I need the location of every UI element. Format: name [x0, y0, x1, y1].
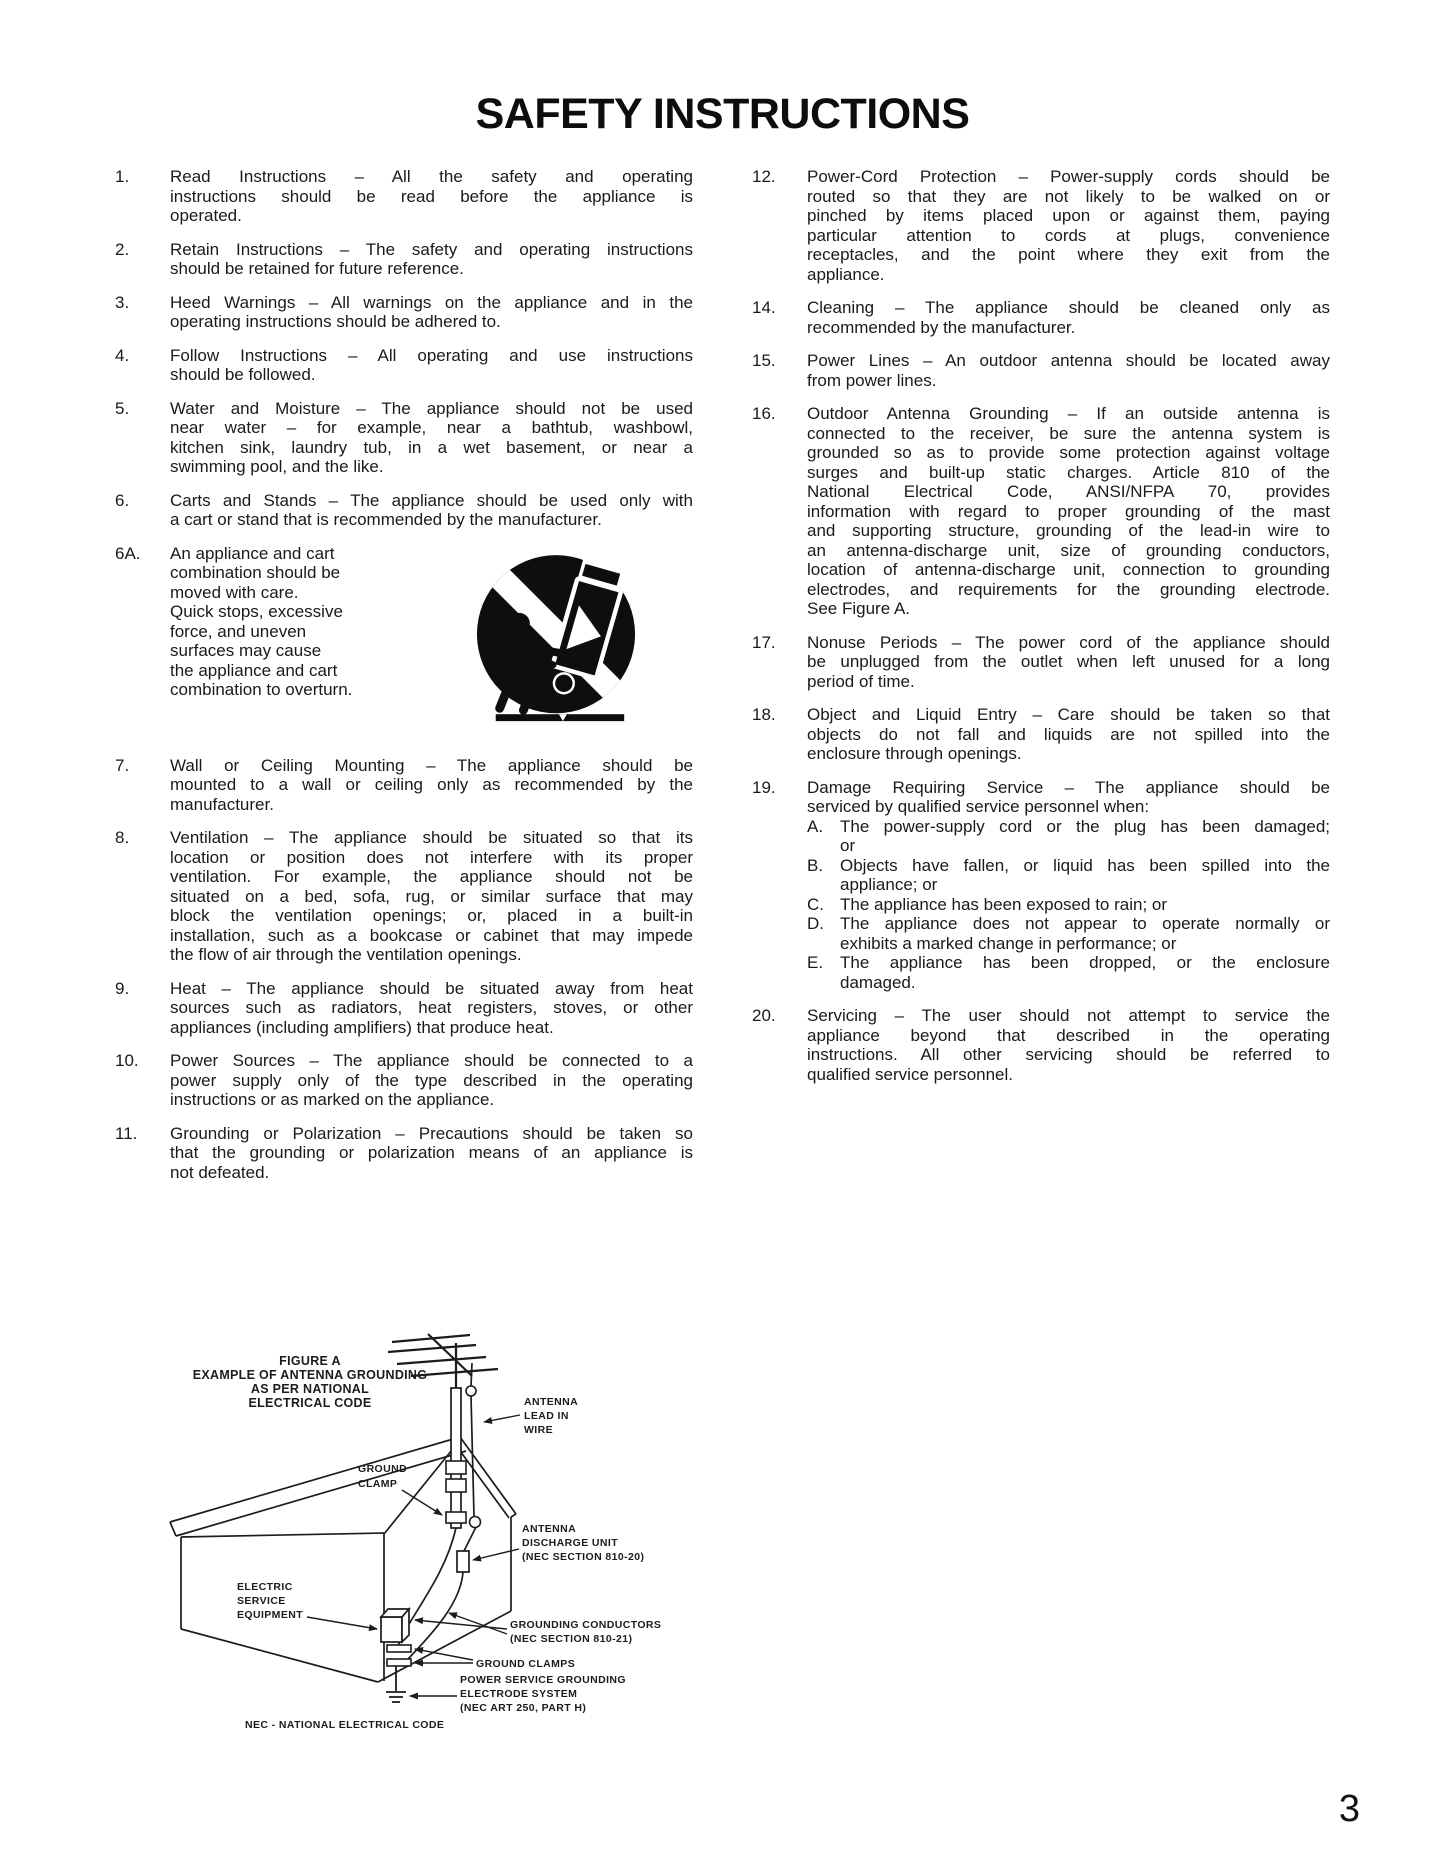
instruction-line: Carts and Stands – The appliance should be used only with	[170, 490, 693, 510]
instruction-line: See Figure A.	[807, 599, 911, 619]
ground-electrode-symbol	[386, 1666, 406, 1702]
mast-ground-clamps	[446, 1461, 466, 1523]
instruction-item	[115, 1124, 693, 1183]
instruction-line: a cart or stand that is recommended by the manufacturer.	[170, 510, 602, 530]
instruction-text	[807, 778, 1330, 993]
instruction-item	[115, 1051, 693, 1110]
instruction-line: situated on a bed, sofa, rug, or similar surface that may	[170, 886, 693, 906]
instruction-line: near water – for example, near a bathtub, washbowl,	[170, 418, 693, 438]
sub-item-text	[840, 895, 1330, 915]
instruction-text	[170, 293, 693, 332]
instruction-line: Outdoor Antenna Grounding – If an outside antenna is	[807, 404, 1330, 424]
instruction-columns	[0, 167, 1445, 1196]
figure-label-electric-service-equipment	[237, 1581, 303, 1621]
instruction-line: and supporting structure, grounding of the lead-in wire to	[807, 521, 1330, 541]
instruction-text	[807, 633, 1330, 692]
svg-text:GROUNDING CONDUCTORS: GROUNDING CONDUCTORS	[510, 1619, 662, 1631]
instruction-text	[807, 404, 1330, 619]
instruction-line: period of time.	[807, 671, 915, 691]
instruction-text	[170, 828, 693, 965]
instruction-line: operated.	[170, 206, 242, 226]
instruction-line: damaged.	[840, 972, 916, 992]
instruction-line: connected to the receiver, be sure the antenna system is	[807, 423, 1330, 443]
instruction-item	[752, 633, 1330, 692]
instruction-text	[170, 1051, 693, 1110]
svg-text:EQUIPMENT: EQUIPMENT	[237, 1609, 304, 1621]
instruction-line: combination should be	[170, 563, 341, 583]
instruction-line: routed so that they are not likely to be walked on or	[807, 186, 1330, 206]
cart-icon-container	[472, 552, 640, 742]
sub-item-text	[840, 953, 1330, 992]
instruction-line: National Electrical Code, ANSI/NFPA 70, provides	[807, 482, 1330, 502]
svg-text:(NEC SECTION 810-21): (NEC SECTION 810-21)	[510, 1633, 633, 1645]
instruction-line: qualified service personnel.	[807, 1064, 1014, 1084]
electric-service-box	[381, 1609, 409, 1642]
svg-text:LEAD IN: LEAD IN	[524, 1410, 569, 1422]
instruction-line: The appliance does not appear to operate normally or	[840, 914, 1330, 934]
instruction-number: 2.	[115, 239, 130, 259]
instruction-line: objects do not fall and liquids are not spilled into the	[807, 724, 1330, 744]
svg-text:FIGURE A: FIGURE A	[279, 1354, 341, 1368]
figure-label-antenna-lead-in-wire	[524, 1396, 578, 1436]
instruction-line: Grounding or Polarization – Precautions should be taken so	[170, 1123, 693, 1143]
instruction-item	[752, 298, 1330, 337]
instruction-number: 12.	[752, 167, 776, 187]
instruction-line: Servicing – The user should not attempt to service the	[807, 1006, 1330, 1026]
instruction-text	[170, 756, 693, 815]
page-title: SAFETY INSTRUCTIONS	[475, 90, 970, 138]
instruction-item	[115, 828, 693, 965]
left-column	[115, 167, 693, 1196]
sub-item-letter: C.	[807, 894, 824, 914]
figure-label-nec-note: NEC - NATIONAL ELECTRICAL CODE	[245, 1719, 445, 1731]
svg-text:CLAMP: CLAMP	[358, 1478, 398, 1490]
instruction-line: Heed Warnings – All warnings on the appliance and in the	[170, 292, 693, 312]
instruction-number: 1.	[115, 167, 130, 187]
instruction-item	[752, 404, 1330, 619]
instruction-item	[115, 491, 693, 530]
instruction-line: enclosure through openings.	[807, 744, 1022, 764]
instruction-line: should be followed.	[170, 365, 316, 385]
figure-label-antenna-discharge-unit	[522, 1523, 644, 1563]
figure-title	[193, 1354, 428, 1410]
instruction-line: instructions should be read before the appliance is	[170, 186, 693, 206]
instruction-text	[170, 1124, 693, 1183]
instruction-number: 18.	[752, 705, 776, 725]
cart-tip-warning-icon	[472, 552, 640, 742]
instruction-text	[170, 167, 693, 226]
instruction-line: Follow Instructions – All operating and use instructions	[170, 345, 693, 365]
instruction-item	[752, 351, 1330, 390]
instruction-line: Nonuse Periods – The power cord of the appliance should	[807, 632, 1330, 652]
svg-text:AS PER NATIONAL: AS PER NATIONAL	[250, 1382, 370, 1396]
instruction-line: information with regard to proper grounding of the mast	[807, 501, 1330, 521]
instruction-text	[170, 346, 693, 385]
instruction-line: an antenna-discharge unit, size of grounding conductors,	[807, 540, 1330, 560]
svg-text:ANTENNA: ANTENNA	[524, 1396, 579, 1408]
instruction-line: Damage Requiring Service – The appliance should be	[807, 777, 1330, 797]
instruction-sub-item	[807, 817, 1330, 856]
instruction-line: recommended by the manufacturer.	[807, 317, 1076, 337]
instruction-text	[170, 979, 693, 1038]
figure-label-ground-clamp	[358, 1463, 407, 1490]
instruction-line: Object and Liquid Entry – Care should be taken so that	[807, 705, 1330, 725]
instruction-number: 6.	[115, 490, 130, 510]
svg-text:POWER SERVICE GROUNDING: POWER SERVICE GROUNDING	[460, 1674, 626, 1686]
instruction-text	[807, 167, 1330, 284]
sub-item-text	[840, 914, 1330, 953]
instruction-sub-item	[807, 953, 1330, 992]
instruction-line: The appliance has been exposed to rain; or	[840, 894, 1168, 914]
instruction-line: Wall or Ceiling Mounting – The appliance should be	[170, 755, 693, 775]
instruction-item	[752, 705, 1330, 764]
instruction-number: 14.	[752, 298, 776, 318]
instruction-line: Cleaning – The appliance should be cleaned only as	[807, 298, 1330, 318]
instruction-line: Power-Cord Protection – Power-supply cords should be	[807, 167, 1330, 187]
mast-pipe	[451, 1388, 461, 1528]
figure-label-ground-clamps: GROUND CLAMPS	[476, 1658, 576, 1670]
instruction-line: appliance; or	[840, 875, 938, 895]
sub-item-text	[840, 856, 1330, 895]
svg-text:ANTENNA: ANTENNA	[522, 1523, 577, 1535]
instruction-number: 19.	[752, 777, 776, 797]
figure-label-power-service-grounding	[460, 1674, 626, 1714]
sub-item-text	[840, 817, 1330, 856]
instruction-sub-item	[807, 856, 1330, 895]
instruction-line: from power lines.	[807, 370, 937, 390]
instruction-line: Power Lines – An outdoor antenna should be located away	[807, 351, 1330, 371]
right-column	[752, 167, 1330, 1196]
svg-text:(NEC SECTION 810-20): (NEC SECTION 810-20)	[522, 1551, 645, 1563]
instruction-line: swimming pool, and the like.	[170, 457, 384, 477]
instruction-item	[115, 293, 693, 332]
instruction-text	[807, 351, 1330, 390]
instruction-line: Water and Moisture – The appliance should not be used	[170, 398, 693, 418]
instruction-line: surfaces may cause	[170, 641, 322, 661]
svg-text:GROUND: GROUND	[358, 1463, 408, 1475]
instruction-number: 8.	[115, 828, 130, 848]
svg-text:SERVICE: SERVICE	[237, 1595, 286, 1607]
instruction-sub-item	[807, 914, 1330, 953]
antenna-discharge-unit	[457, 1551, 469, 1572]
instruction-text	[170, 399, 693, 477]
instruction-line: appliance.	[807, 264, 885, 284]
sub-item-letter: B.	[807, 855, 824, 875]
svg-text:DISCHARGE UNIT: DISCHARGE UNIT	[522, 1537, 619, 1549]
instruction-number: 20.	[752, 1006, 776, 1026]
instruction-line: that the grounding or polarization means of an appliance is	[170, 1143, 693, 1163]
instruction-line: location of antenna-discharge unit, connection to grounding	[807, 560, 1330, 580]
instruction-text	[170, 544, 693, 742]
standoff-insulator	[470, 1517, 481, 1528]
instruction-line: power supply only of the type described in the operating	[170, 1070, 693, 1090]
svg-text:WIRE: WIRE	[524, 1424, 554, 1436]
instruction-item	[115, 346, 693, 385]
instruction-line: should be retained for future reference.	[170, 259, 464, 279]
instruction-sub-item	[807, 895, 1330, 915]
instruction-number: 16.	[752, 404, 776, 424]
instruction-line: the appliance and cart	[170, 660, 338, 680]
instruction-line: Objects have fallen, or liquid has been spilled into the	[840, 855, 1330, 875]
instruction-line: Ventilation – The appliance should be situated so that its	[170, 828, 693, 848]
instruction-line: receptacles, and the point where they exit from the	[807, 245, 1330, 265]
instruction-number: 3.	[115, 292, 130, 312]
instruction-number: 4.	[115, 345, 130, 365]
instruction-line: force, and uneven	[170, 621, 307, 641]
instruction-item	[115, 544, 693, 742]
page-number: 3	[1338, 1788, 1360, 1830]
instruction-number: 10.	[115, 1051, 139, 1071]
instruction-line: exhibits a marked change in performance; or	[840, 933, 1177, 953]
instruction-text	[170, 491, 693, 530]
instruction-line: moved with care.	[170, 582, 299, 602]
instruction-line: Power Sources – The appliance should be connected to a	[170, 1051, 693, 1071]
svg-text:(NEC ART 250, PART H): (NEC ART 250, PART H)	[460, 1702, 587, 1714]
instruction-item	[115, 756, 693, 815]
instruction-line: instructions. All other servicing should be referred to	[807, 1045, 1330, 1065]
standoff-insulator	[466, 1386, 476, 1396]
instruction-line: kitchen sink, laundry tub, in a wet basement, or near a	[170, 437, 693, 457]
instruction-line: location or position does not interfere with its proper	[170, 847, 693, 867]
instruction-line: An appliance and cart	[170, 543, 335, 563]
instruction-item	[115, 979, 693, 1038]
instruction-line: ventilation. For example, the appliance should not be	[170, 867, 693, 887]
instruction-line: mounted to a wall or ceiling only as recommended by the	[170, 775, 693, 795]
figure-a-antenna-grounding	[130, 1330, 720, 1770]
instruction-line: surges and built-up static charges. Article 810 of the	[807, 462, 1330, 482]
instruction-line: instructions or as marked on the appliance.	[170, 1090, 495, 1110]
svg-text:EXAMPLE OF ANTENNA GROUNDING: EXAMPLE OF ANTENNA GROUNDING	[192, 1368, 428, 1382]
instruction-number: 15.	[752, 351, 776, 371]
instruction-line: appliances (including amplifiers) that produce heat.	[170, 1017, 554, 1037]
instruction-line: The power-supply cord or the plug has been damaged;	[840, 816, 1330, 836]
sub-item-letter: E.	[807, 953, 824, 973]
instruction-number: 9.	[115, 978, 130, 998]
instruction-line: serviced by qualified service personnel when:	[807, 797, 1150, 817]
instruction-line: appliance beyond that described in the operating	[807, 1025, 1330, 1045]
instruction-text	[807, 298, 1330, 337]
instruction-item	[752, 778, 1330, 993]
sub-item-letter: A.	[807, 816, 824, 836]
sub-item-letter: D.	[807, 914, 824, 934]
instruction-item	[752, 1006, 1330, 1084]
instruction-line: installation, such as a bookcase or cabinet that may impede	[170, 925, 693, 945]
instruction-line: not defeated.	[170, 1162, 270, 1182]
instruction-line: pinched by items placed upon or against them, paying	[807, 206, 1330, 226]
instruction-number: 17.	[752, 632, 776, 652]
instruction-item	[752, 167, 1330, 284]
instruction-number: 11.	[115, 1123, 138, 1143]
instruction-text	[170, 240, 693, 279]
bottom-ground-clamps	[387, 1645, 411, 1666]
instruction-line: the flow of air through the ventilation openings.	[170, 945, 522, 965]
instruction-item	[115, 240, 693, 279]
instruction-line: block the ventilation openings; or, placed in a built-in	[170, 906, 693, 926]
instruction-text	[807, 705, 1330, 764]
instruction-line: manufacturer.	[170, 794, 274, 814]
figure-label-grounding-conductors	[510, 1619, 661, 1645]
instruction-line: Quick stops, excessive	[170, 602, 343, 622]
instruction-line: operating instructions should be adhered to.	[170, 312, 501, 332]
instruction-line: grounded so as to provide some protection against voltage	[807, 443, 1330, 463]
instruction-number: 5.	[115, 398, 130, 418]
instruction-item	[115, 399, 693, 477]
instruction-line: Heat – The appliance should be situated away from heat	[170, 978, 693, 998]
instruction-line: electrodes, and requirements for the grounding electrode.	[807, 579, 1330, 599]
instruction-line: The appliance has been dropped, or the enclosure	[840, 953, 1330, 973]
instruction-line: Retain Instructions – The safety and operating instructions	[170, 239, 693, 259]
instruction-line: Read Instructions – All the safety and operating	[170, 167, 693, 187]
instruction-item	[115, 167, 693, 226]
instruction-line: sources such as radiators, heat registers, stoves, or other	[170, 998, 693, 1018]
svg-text:ELECTRIC: ELECTRIC	[237, 1581, 293, 1593]
instruction-text	[807, 1006, 1330, 1084]
svg-text:ELECTRODE SYSTEM: ELECTRODE SYSTEM	[460, 1688, 578, 1700]
instruction-line: combination to overturn.	[170, 680, 353, 700]
instruction-line: particular attention to cords at plugs, convenience	[807, 225, 1330, 245]
instruction-line: be unplugged from the outlet when left unused for a long	[807, 652, 1330, 672]
instruction-number: 7.	[115, 755, 130, 775]
instruction-number: 6A.	[115, 543, 141, 563]
antenna-grounding-diagram	[130, 1330, 720, 1770]
instruction-line: or	[840, 836, 856, 856]
svg-text:ELECTRICAL CODE: ELECTRICAL CODE	[248, 1396, 372, 1410]
